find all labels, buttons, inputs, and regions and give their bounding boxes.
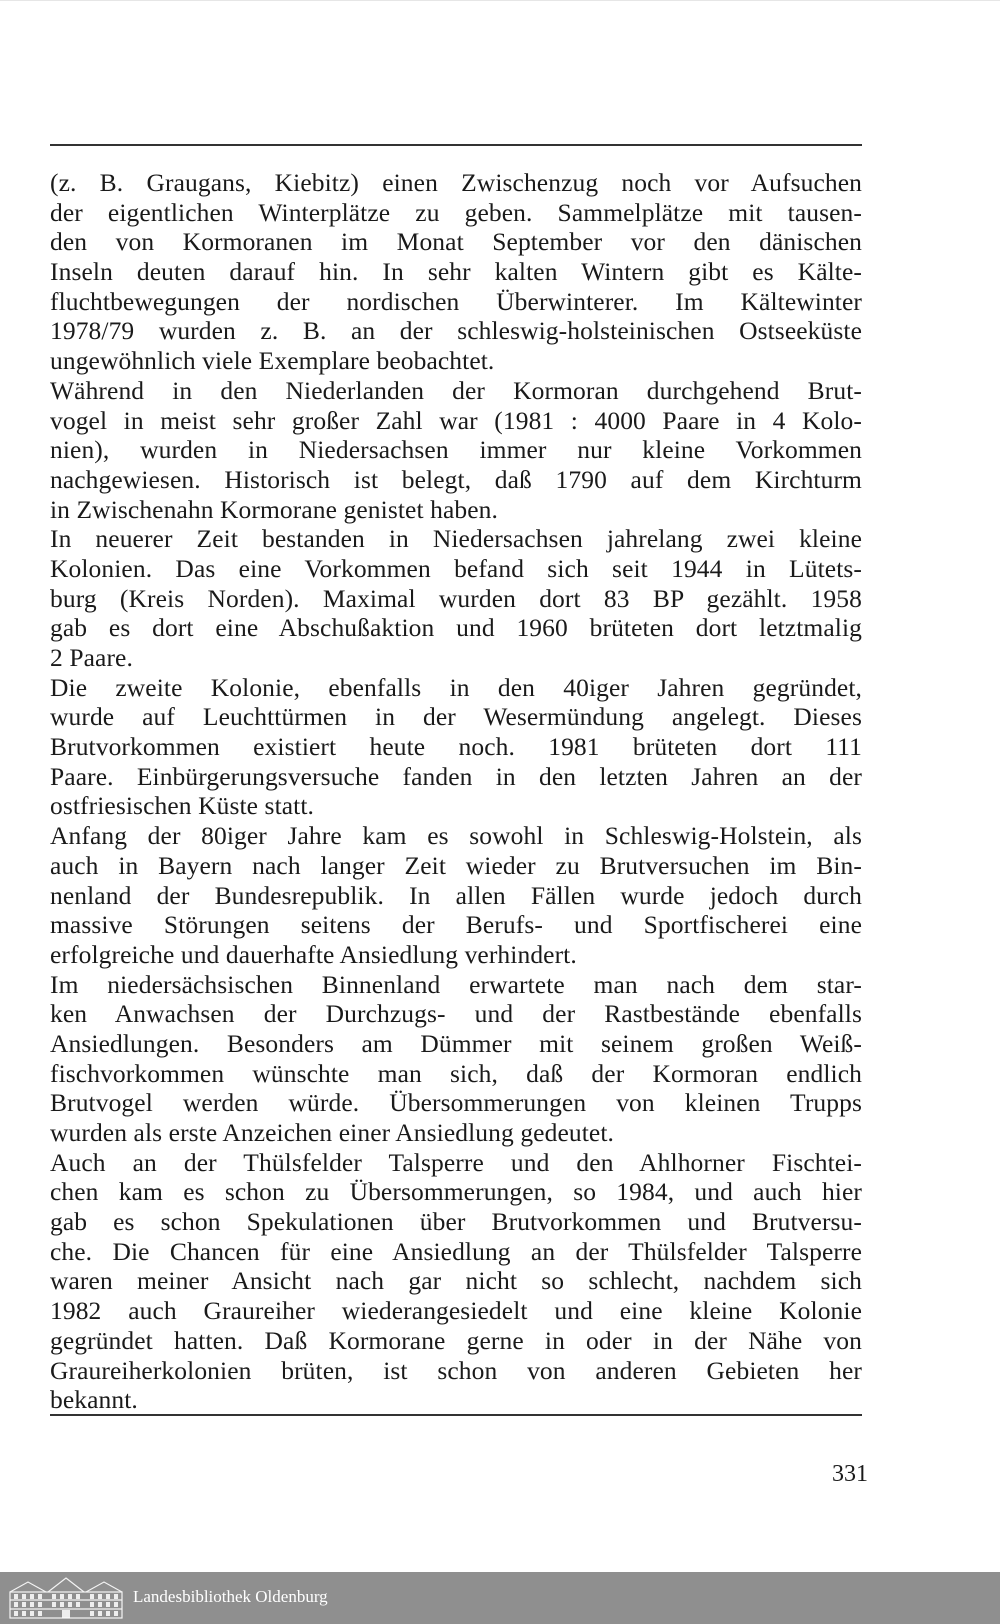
paragraph: [50, 168, 862, 376]
text-line: Die zweite Kolonie, ebenfalls in den 40iger Jahren gegründet,: [50, 672, 862, 702]
paragraph: [50, 970, 862, 1148]
text-line: Paare. Einbürgerungsversuche fanden in den letzten Jahren an der: [50, 761, 862, 791]
text-line: burg (Kreis Norden). Maximal wurden dort 83 BP gezählt. 1958: [50, 583, 862, 613]
paragraph: [50, 821, 862, 969]
text-line: Ansiedlungen. Besonders am Dümmer mit seinem großen Weiß-: [50, 1028, 862, 1058]
paragraph: [50, 673, 862, 821]
text-line: ken Anwachsen der Durchzugs- und der Rastbestände ebenfalls: [50, 999, 862, 1029]
text-line: (z. B. Graugans, Kiebitz) einen Zwischenzug noch vor Aufsuchen: [50, 168, 862, 197]
text-line: vogel in meist sehr großer Zahl war (1981 : 4000 Paare in 4 Kolo-: [50, 405, 862, 435]
text-line: nenland der Bundesrepublik. In allen Fällen wurde jedoch durch: [50, 880, 862, 910]
text-line: ostfriesischen Küste statt.: [50, 791, 315, 821]
text-line: Anfang der 80iger Jahre kam es sowohl in Schleswig-Holstein, als: [50, 821, 862, 851]
text-line: Inseln deuten darauf hin. In sehr kalten Wintern gibt es Kälte-: [50, 257, 862, 287]
body-text: [50, 168, 862, 1415]
footer-bar: [0, 1572, 1000, 1624]
text-line: Graureiherkolonien brüten, ist schon von anderen Gebieten her: [50, 1355, 862, 1385]
text-line: che. Die Chancen für eine Ansiedlung an der Thülsfelder Talsperre: [50, 1236, 862, 1266]
text-line: In neuerer Zeit bestanden in Niedersachsen jahrelang zwei kleine: [50, 524, 862, 554]
library-building-icon: [8, 1576, 124, 1620]
text-line: wurde auf Leuchttürmen in der Wesermündung angelegt. Dieses: [50, 702, 862, 732]
text-line: 1978/79 wurden z. B. an der schleswig-holsteinischen Ostseeküste: [50, 316, 862, 346]
text-line: fischvorkommen wünschte man sich, daß der Kormoran endlich: [50, 1058, 862, 1088]
text-line: gegründet hatten. Daß Kormorane gerne in oder in der Nähe von: [50, 1325, 862, 1355]
text-line: massive Störungen seitens der Berufs- und Sportfischerei eine: [50, 910, 862, 940]
text-line: gab es schon Spekulationen über Brutvorkommen und Brutversu-: [50, 1207, 862, 1237]
text-line: Kolonien. Das eine Vorkommen befand sich seit 1944 in Lütets-: [50, 553, 862, 583]
paragraph: [50, 1148, 862, 1415]
text-line: wurden als erste Anzeichen einer Ansiedlung gedeutet.: [50, 1118, 614, 1147]
text-line: bekannt.: [50, 1385, 138, 1415]
text-line: erfolgreiche und dauerhafte Ansiedlung verhindert.: [50, 939, 577, 969]
text-line: der eigentlichen Winterplätze zu geben. Sammelplätze mit tausen-: [50, 197, 862, 227]
text-line: waren meiner Ansicht nach gar nicht so schlecht, nachdem sich: [50, 1266, 862, 1296]
text-line: Brutvogel werden würde. Übersommerungen von kleinen Trupps: [50, 1088, 862, 1118]
text-line: nachgewiesen. Historisch ist belegt, daß 1790 auf dem Kirchturm: [50, 464, 862, 494]
text-line: gab es dort eine Abschußaktion und 1960 brüteten dort letztmalig: [50, 613, 862, 643]
bottom-rule: [50, 1414, 862, 1416]
text-line: fluchtbewegungen der nordischen Überwinterer. Im Kältewinter: [50, 286, 862, 316]
text-line: 1982 auch Graureiher wiederangesiedelt und eine kleine Kolonie: [50, 1296, 862, 1326]
top-rule: [50, 144, 862, 146]
text-line: Während in den Niederlanden der Kormoran durchgehend Brut-: [50, 375, 862, 405]
text-line: nien), wurden in Niedersachsen immer nur kleine Vorkommen: [50, 435, 862, 465]
library-name: Landesbibliothek Oldenburg: [133, 1587, 328, 1606]
text-line: chen kam es schon zu Übersommerungen, so 1984, und auch hier: [50, 1177, 862, 1207]
text-line: ungewöhnlich viele Exemplare beobachtet.: [50, 346, 495, 376]
text-line: Brutvorkommen existiert heute noch. 1981 brüteten dort 111: [50, 732, 862, 762]
paragraph: [50, 376, 862, 524]
text-line: 2 Paare.: [50, 643, 133, 672]
text-line: den von Kormoranen im Monat September vor den dänischen: [50, 227, 862, 257]
text-line: in Zwischenahn Kormorane genistet haben.: [50, 494, 498, 524]
text-line: auch in Bayern nach langer Zeit wieder zu Brutversuchen im Bin-: [50, 850, 862, 880]
paragraph: [50, 524, 862, 672]
page-number: 331: [832, 1461, 868, 1487]
text-line: Im niedersächsischen Binnenland erwartete man nach dem star-: [50, 969, 862, 999]
scan-edge-line: [0, 0, 1000, 1]
text-line: Auch an der Thülsfelder Talsperre und den Ahlhorner Fischtei-: [50, 1147, 862, 1177]
